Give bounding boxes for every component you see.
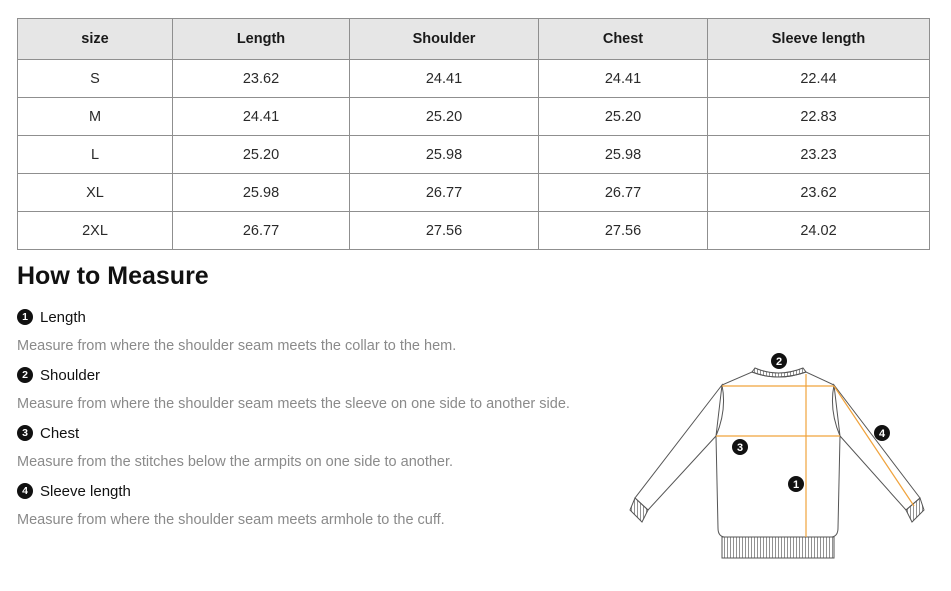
right-sleeve xyxy=(834,385,920,510)
measure-label: Length xyxy=(40,308,86,326)
table-cell: 22.44 xyxy=(708,60,930,98)
measure-item-shoulder xyxy=(17,365,570,414)
measure-item-length xyxy=(17,307,456,356)
marker-3-icon xyxy=(732,439,748,455)
table-row xyxy=(18,174,930,212)
header-shoulder: Shoulder xyxy=(350,19,539,60)
table-header-row xyxy=(18,19,930,60)
table-cell: M xyxy=(18,98,173,136)
table-cell: 25.20 xyxy=(173,136,350,174)
marker-2-icon xyxy=(771,353,787,369)
header-length: Length xyxy=(173,19,350,60)
table-cell: 25.98 xyxy=(350,136,539,174)
table-row xyxy=(18,136,930,174)
sleeve-line xyxy=(834,386,914,506)
number-2-icon: 2 xyxy=(17,367,33,383)
table-cell: 27.56 xyxy=(350,212,539,250)
table-cell: 24.41 xyxy=(350,60,539,98)
table-cell: 23.62 xyxy=(173,60,350,98)
svg-text:4: 4 xyxy=(878,428,886,440)
left-sleeve xyxy=(635,385,722,510)
sweater-diagram xyxy=(628,348,928,564)
marker-4-icon xyxy=(874,425,890,441)
svg-text:2: 2 xyxy=(775,356,783,368)
measure-description: Measure from where the shoulder seam meets the collar to the hem. xyxy=(17,338,457,354)
table-cell: 26.77 xyxy=(350,174,539,212)
measure-item-chest xyxy=(17,423,453,472)
table-row xyxy=(18,212,930,250)
table-cell: L xyxy=(18,136,173,174)
marker-1-icon xyxy=(788,476,804,492)
table-cell: 26.77 xyxy=(173,212,350,250)
table-row xyxy=(18,60,930,98)
number-4-icon: 4 xyxy=(17,483,33,499)
measure-label: Sleeve length xyxy=(40,482,131,500)
measure-description: Measure from where the shoulder seam meets armhole to the cuff. xyxy=(17,512,445,528)
measure-label: Chest xyxy=(40,424,80,442)
measure-description: Measure from the stitches below the armpits on one side to another. xyxy=(17,454,454,470)
how-to-measure-title: How to Measure xyxy=(17,262,209,290)
header-sleeve-length: Sleeve length xyxy=(708,19,930,60)
table-cell: 25.20 xyxy=(350,98,539,136)
table-cell: 22.83 xyxy=(708,98,930,136)
table-cell: 24.41 xyxy=(539,60,708,98)
table-cell: 26.77 xyxy=(539,174,708,212)
measure-label: Shoulder xyxy=(40,366,101,384)
table-cell: 2XL xyxy=(18,212,173,250)
sweater-body xyxy=(716,372,840,537)
number-3-icon: 3 xyxy=(17,425,33,441)
svg-text:3: 3 xyxy=(736,442,744,454)
hem xyxy=(722,537,834,558)
measure-description: Measure from where the shoulder seam meets the sleeve on one side to another side. xyxy=(17,396,570,412)
measure-item-sleeve-length xyxy=(17,481,445,530)
table-cell: S xyxy=(18,60,173,98)
header-size: size xyxy=(18,19,173,60)
table-cell: 25.98 xyxy=(539,136,708,174)
table-cell: 25.20 xyxy=(539,98,708,136)
table-cell: 23.62 xyxy=(708,174,930,212)
table-row xyxy=(18,98,930,136)
size-chart-table xyxy=(17,18,930,250)
number-1-icon: 1 xyxy=(17,309,33,325)
table-cell: 24.02 xyxy=(708,212,930,250)
table-cell: 25.98 xyxy=(173,174,350,212)
table-cell: 27.56 xyxy=(539,212,708,250)
header-chest: Chest xyxy=(539,19,708,60)
svg-text:1: 1 xyxy=(792,479,800,491)
table-cell: XL xyxy=(18,174,173,212)
table-cell: 23.23 xyxy=(708,136,930,174)
table-cell: 24.41 xyxy=(173,98,350,136)
